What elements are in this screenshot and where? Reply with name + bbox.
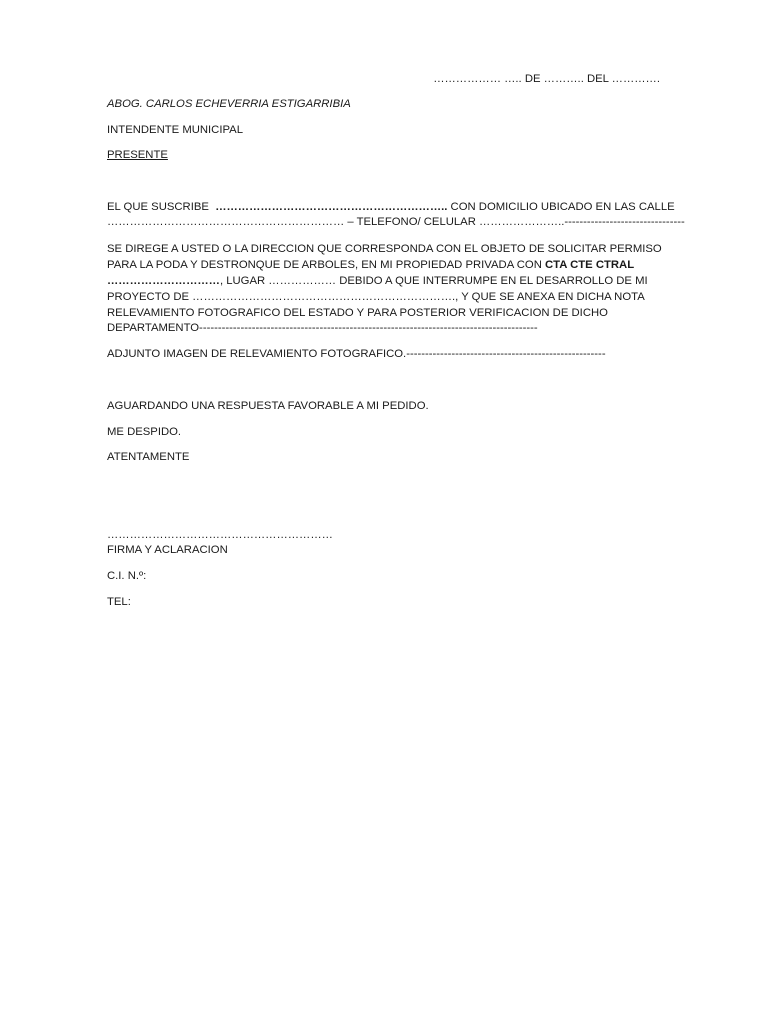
signature-line: …………………………………………………… [107, 529, 333, 541]
addressee-name: ABOG. CARLOS ECHEVERRIA ESTIGARRIBIA [107, 98, 351, 110]
closing-line: ME DESPIDO. [107, 426, 182, 438]
dash-fill: -------------------------------- [564, 216, 685, 228]
intro-text: CON DOMICILIO UBICADO EN LAS CALLE [450, 201, 675, 213]
intro-line-2 [107, 214, 685, 230]
addressee-title: INTENDENTE MUNICIPAL [107, 124, 243, 136]
closing-line: ATENTAMENTE [107, 451, 190, 463]
name-blank: …………………………………………………….. [215, 201, 451, 213]
body-line [107, 273, 648, 289]
intro-text: EL QUE SUSCRIBE [107, 201, 216, 213]
body-text: PARA LA PODA Y DESTRONQUE DE ARBOLES, EN MI PROPIEDAD PRIVADA CON [107, 259, 545, 271]
body-line: DEPARTAMENTO------------------------------------------------------------------------------------------ [107, 322, 538, 334]
body-line [107, 257, 634, 273]
account-blank: ………………………… [107, 275, 220, 287]
intro-line-1 [107, 199, 675, 215]
body-text: , LUGAR ……………… DEBIDO A QUE INTERRUMPE EN EL DESARROLLO DE MI [219, 275, 648, 287]
intro-text: ……………………………………………………… – TELEFONO/ CELULAR ………………….. [107, 216, 565, 228]
attachment-line: ADJUNTO IMAGEN DE RELEVAMIENTO FOTOGRAFICO.----------------------------------------------------- [107, 348, 606, 360]
body-line: SE DIREGE A USTED O LA DIRECCION QUE CORRESPONDA CON EL OBJETO DE SOLICITAR PERMISO [107, 243, 662, 255]
id-label: C.I. N.º: [107, 570, 147, 582]
signature-label: FIRMA Y ACLARACION [107, 544, 228, 556]
date-line: ……………… ….. DE ……….. DEL …………. [433, 73, 660, 85]
phone-label: TEL: [107, 596, 131, 608]
salutation: PRESENTE [107, 149, 168, 161]
account-label: CTA CTE CTRAL [545, 259, 635, 271]
body-line: PROYECTO DE ……………………………………………………………., Y QUE SE ANEXA EN DICHA NOTA [107, 291, 645, 303]
closing-line: AGUARDANDO UNA RESPUESTA FAVORABLE A MI PEDIDO. [107, 400, 429, 412]
body-line: RELEVAMIENTO FOTOGRAFICO DEL ESTADO Y PARA POSTERIOR VERIFICACION DE DICHO [107, 307, 608, 319]
